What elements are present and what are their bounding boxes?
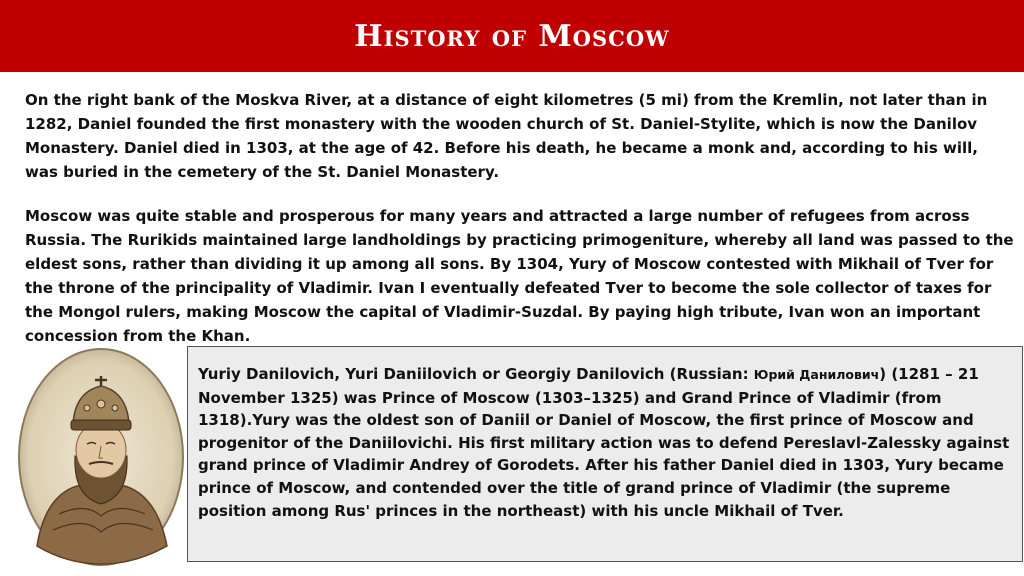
title-bar [0, 0, 1024, 72]
portrait-image [15, 346, 187, 568]
biography-body: ) (1281 – 21 November 1325) was Prince of Moscow (1303–1325) and Grand Prince of Vladimir (from 1318).Yury was the oldest son of Daniil or Daniel of Moscow, the first prince of Moscow and progenitor of the Daniilovichi. His first military action was to defend Pereslavl-Zalessky against grand prince of Vladimir Andrey of Gorodets. After his father Daniel died in 1303, Yury became prince of Moscow, and contended over the title of grand prince of Vladimir (the supreme position among Rus' princes in the northeast) with his uncle Mikhail of Tver. [198, 365, 1010, 520]
paragraph-danilov-monastery: On the right bank of the Moskva River, at a distance of eight kilometres (5 mi) from the Kremlin, not later than in 1282, Daniel founded the first monastery with the wooden church of St. Daniel-Stylite, which is now the Danilov Monastery. Daniel died in 1303, at the age of 42. Before his death, he became a monk and, according to his will, was buried in the cemetery of the St. Daniel Monastery. [25, 91, 988, 181]
biography-box [187, 346, 1023, 562]
prince-portrait-icon [15, 346, 187, 568]
biography-russian-name: Юрий Данилович [753, 367, 880, 382]
paragraph-moscow-prosperity: Moscow was quite stable and prosperous for many years and attracted a large number of refugees from across Russia. The Rurikids maintained large landholdings by practicing primogeniture, whereby all land was passed to the eldest sons, rather than dividing it up among all sons. By 1304, Yury of Moscow contested with Mikhail of Tver for the throne of the principality of Vladimir. Ivan I eventually defeated Tver to become the sole collector of taxes for the Mongol rulers, making Moscow the capital of Vladimir-Suzdal. By paying high tribute, Ivan won an important concession from the Khan. [25, 207, 1014, 345]
biography-text [198, 363, 1020, 522]
biography-intro: Yuriy Danilovich, Yuri Daniilovich or Georgiy Danilovich (Russian: [198, 365, 754, 383]
page-title: History of Moscow [354, 18, 670, 54]
